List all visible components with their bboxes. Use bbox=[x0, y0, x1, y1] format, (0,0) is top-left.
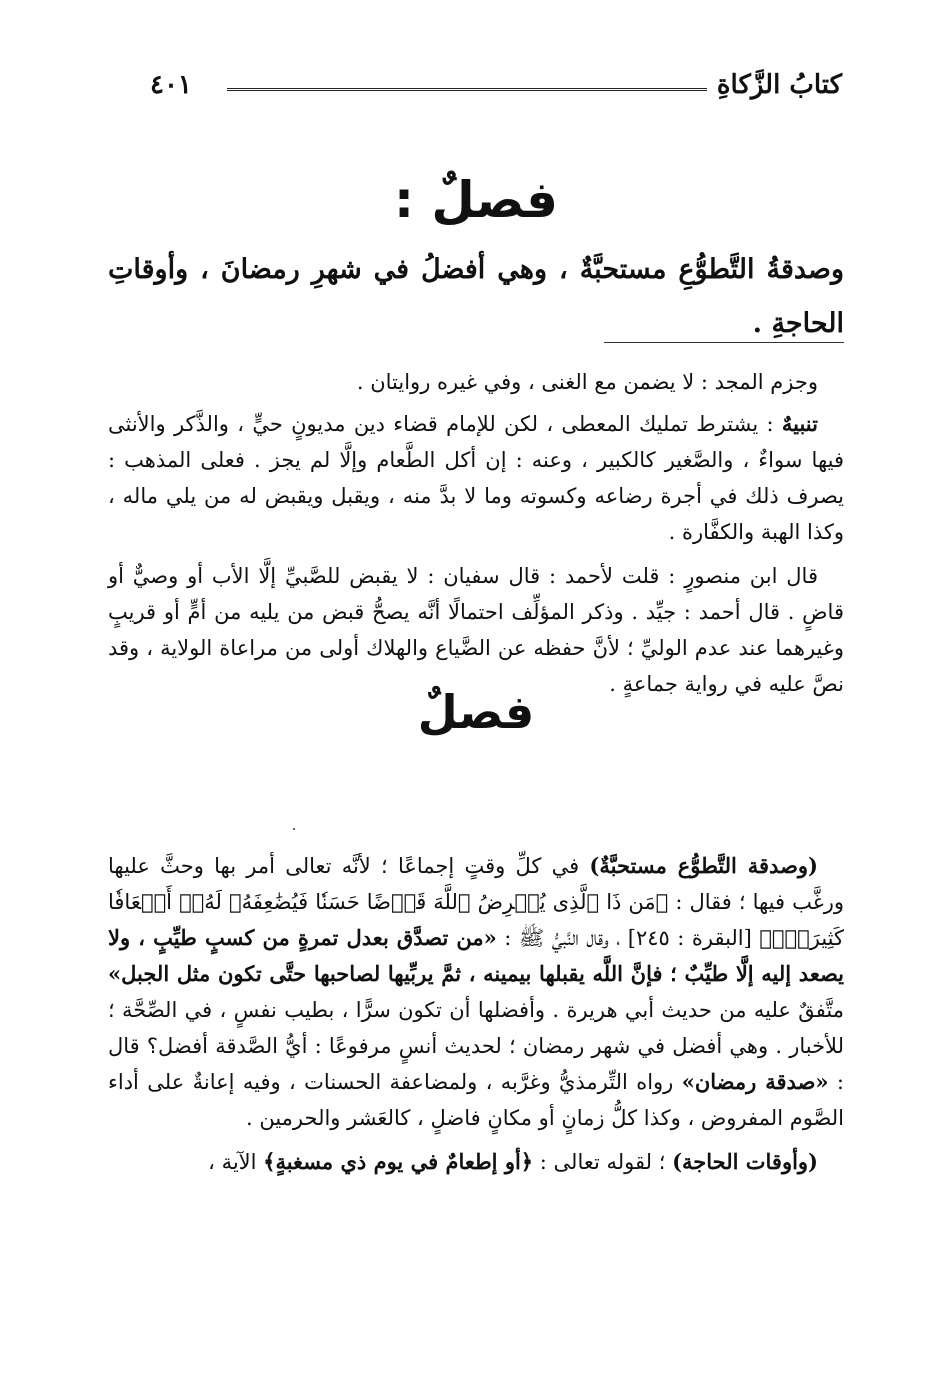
section-body bbox=[108, 848, 844, 1180]
page-number: ٤٠١ bbox=[150, 70, 192, 100]
header-rule bbox=[227, 88, 707, 91]
hadith-text: «من تصدَّق بعدل تمرةٍ من كسبٍ طيِّبٍ ، ولا يصعد إليه إلَّا طيِّبٌ ؛ فإنَّ اللَّه يقبلها بيمينه ، ثمَّ يربِّيها لصاحبها حتَّى تكون مثل الجبل» bbox=[108, 925, 844, 986]
commentary-paragraph-2 bbox=[108, 406, 844, 550]
matn-quote-sadaqa: (وصدقة التَّطوُّع مستحبَّةٌ) bbox=[589, 853, 818, 878]
section-text-4: ؛ لقوله تعالى : bbox=[533, 1150, 673, 1174]
tanbih-label: تنبيهٌ bbox=[781, 411, 818, 436]
stray-mark bbox=[293, 828, 295, 830]
book-title: كتابُ الزَّكاةِ bbox=[716, 70, 842, 100]
matn-heading: فصلٌ : bbox=[393, 171, 559, 229]
section-text-2: متَّفقٌ عليه من حديث أبي هريرة . وأفضلها أن تكون سرًّا ، بطيب نفسٍ ، في الصِّحَّة ؛ للأخبار . وهي أفضل في شهر رمضان ؛ لحديث أنسٍ مرفوعًا : أيُّ الصَّدقة أفضل؟ قال : bbox=[108, 998, 844, 1094]
section-paragraph-2 bbox=[108, 1144, 844, 1180]
matn-quote-hajah: (وأوقات الحاجة) bbox=[672, 1149, 818, 1174]
tanbih-text: : يشترط تمليك المعطى ، لكن للإمام قضاء دين مديونٍ حيٍّ ، والذَّكر والأنثى فيها سواءٌ ، والصَّغير كالكبير ، وعنه : إن أكل الطَّعام وإلَّا لم يجز . فعلى المذهب : يصرف ذلك في أجرة رضاعه وكسوته وما لا بدَّ منه ، ويقبل ويقبض له من يلي ماله ، وكذا الهبة والكفَّارة . bbox=[108, 412, 844, 544]
running-header bbox=[150, 70, 842, 110]
commentary-paragraph-3: قال ابن منصورٍ : قلت لأحمد : قال سفيان : لا يقبض للصَّبيِّ إلَّا الأب أو وصيٌّ أو قاضٍ . قال أحمد : جيِّد . وذكر المؤلِّف احتمالًا أنَّه يصحُّ قبض من يليه من أمٍّ أو قريبٍ وغيرهما عند عدم الوليِّ ؛ لأنَّ حفظه عن الضَّياع والهلاك أولى من مراعاة الولاية ، وقد نصَّ عليه في رواية جماعةٍ . bbox=[108, 564, 844, 696]
section-text-3: رواه التِّرمذيُّ وغرَّبه ، ولمضاعفة الحسنات ، وفيه إعانةٌ على أداء الصَّوم المفروض ، وكذا كلُّ زمانٍ أو مكانٍ فاضلٍ ، كالعَشر والحرمين . bbox=[108, 1070, 844, 1130]
section-heading: فصلٌ bbox=[417, 685, 535, 739]
section-paragraph-1 bbox=[108, 848, 844, 1136]
commentary-paragraph-1: وجزم المجد : لا يضمن مع الغنى ، وفي غيره روايتان . bbox=[356, 370, 818, 394]
quran-quote: ﴿أو إطعامٌ في يوم ذي مسغبةٍ﴾ bbox=[263, 1149, 534, 1174]
commentary-block bbox=[108, 364, 844, 702]
matn-divider bbox=[604, 342, 844, 343]
section-text-5: الآية ، bbox=[208, 1150, 264, 1174]
hadith-ramadan: «صدقة رمضان» bbox=[681, 1069, 829, 1094]
matn-text: وصدقةُ التَّطوُّعِ مستحبَّةٌ ، وهي أفضلُ في شهرِ رمضانَ ، وأوقاتِ الحاجةِ . bbox=[108, 254, 844, 339]
section-text-1: في كلِّ وقتٍ إجماعًا ؛ لأنَّه تعالى أمر بها وحثَّ عليها ورغَّب فيها ؛ فقال : ﴿مَن ذَا ٱلَّذِى يُقۡرِضُ ٱللَّهَ قَرۡضًا حَسَنٗا فَيُضَٰعِفَهُۥ لَهُۥٓ أَضۡعَافٗا كَثِيرَةٗۚ﴾ [البقرة : ٢٤٥] ، وقال النَّبيُّ ﷺ : bbox=[108, 854, 844, 950]
matn-block bbox=[108, 165, 844, 351]
